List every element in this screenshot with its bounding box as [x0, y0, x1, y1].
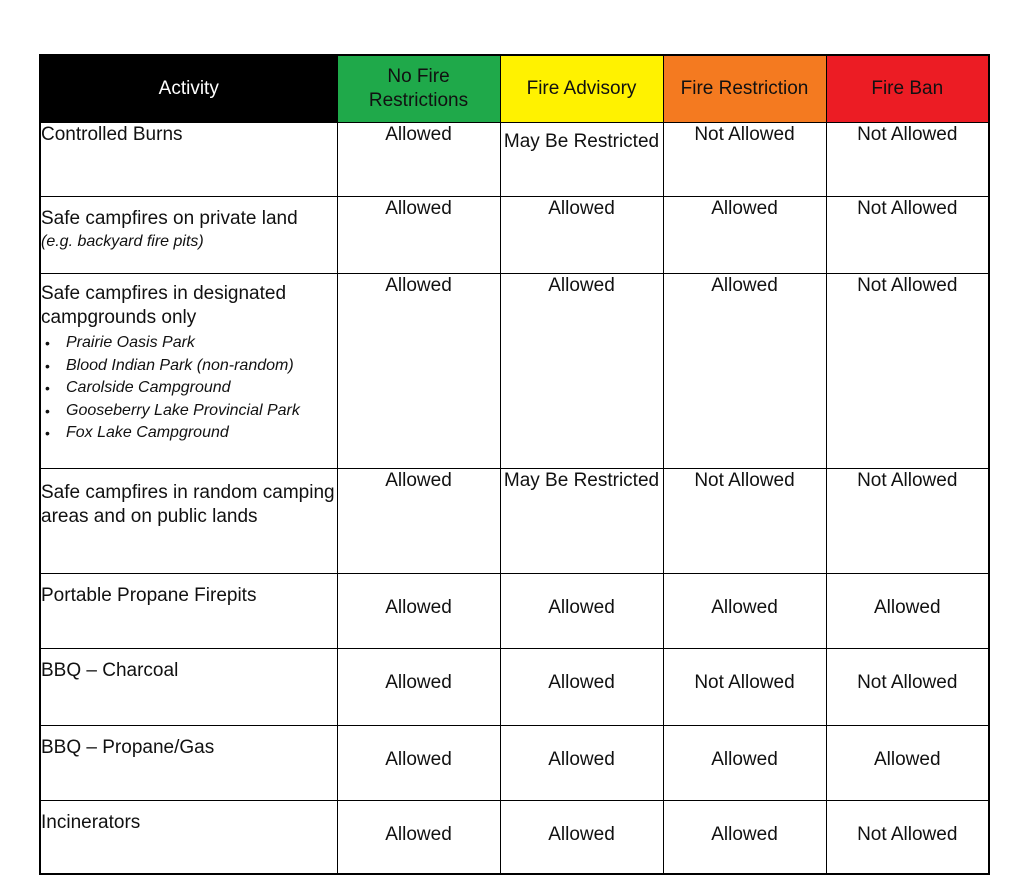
park-list [41, 332, 337, 445]
table-row [40, 197, 989, 274]
activity-note: (e.g. backyard fire pits) [41, 233, 204, 250]
status-cell: Allowed [337, 574, 500, 649]
status-cell: May Be Restricted [500, 123, 663, 197]
status-cell: Not Allowed [826, 274, 989, 469]
status-cell: Allowed [337, 197, 500, 274]
activity-label: Safe campfires on private land [41, 208, 298, 229]
header-activity: Activity [40, 55, 337, 123]
list-item [45, 400, 337, 423]
status-cell: Allowed [337, 726, 500, 801]
status-cell: Not Allowed [826, 469, 989, 574]
bullet-icon: • [45, 380, 50, 396]
activity-label: Controlled Burns [41, 124, 183, 145]
activity-label: Safe campfires in random camping areas and on public lands [41, 482, 335, 527]
status-cell: Allowed [500, 649, 663, 726]
status-cell: Allowed [663, 197, 826, 274]
status-cell: May Be Restricted [500, 469, 663, 574]
status-cell: Not Allowed [826, 649, 989, 726]
status-cell: Allowed [500, 801, 663, 875]
header-fire-ban: Fire Ban [826, 55, 989, 123]
status-cell: Not Allowed [663, 469, 826, 574]
park-name: Carolside Campground [66, 379, 231, 396]
list-item [45, 355, 337, 378]
table-row [40, 123, 989, 197]
activity-cell [40, 726, 337, 801]
activity-label: BBQ – Propane/Gas [41, 737, 215, 758]
activity-cell [40, 469, 337, 574]
park-name: Gooseberry Lake Provincial Park [66, 401, 300, 419]
status-cell: Not Allowed [826, 801, 989, 875]
status-cell: Allowed [500, 197, 663, 274]
park-name: Fox Lake Campground [66, 424, 229, 441]
status-cell: Allowed [500, 274, 663, 469]
table-row [40, 274, 989, 469]
bullet-icon: • [45, 357, 50, 374]
activity-label: Incinerators [41, 812, 141, 833]
activity-label: Portable Propane Firepits [41, 585, 257, 606]
status-cell: Allowed [337, 123, 500, 197]
status-cell: Allowed [663, 574, 826, 649]
status-cell: Allowed [663, 274, 826, 469]
table-row [40, 574, 989, 649]
header-fire-restriction: Fire Restriction [663, 55, 826, 123]
status-cell: Not Allowed [663, 123, 826, 197]
bullet-icon: • [45, 335, 50, 351]
status-cell: Not Allowed [826, 123, 989, 197]
status-cell: Allowed [663, 801, 826, 875]
table-row [40, 726, 989, 801]
status-cell: Allowed [337, 274, 500, 469]
bullet-icon: • [45, 425, 50, 441]
table-row [40, 801, 989, 875]
activity-label: BBQ – Charcoal [41, 660, 179, 681]
list-item [45, 332, 337, 355]
activity-cell [40, 274, 337, 469]
park-name: Prairie Oasis Park [66, 334, 195, 351]
header-row [40, 55, 989, 123]
status-cell: Not Allowed [663, 649, 826, 726]
status-cell: Allowed [663, 726, 826, 801]
activity-cell [40, 574, 337, 649]
status-cell: Allowed [826, 574, 989, 649]
activity-cell [40, 197, 337, 274]
status-cell: Allowed [500, 574, 663, 649]
status-cell: Allowed [500, 726, 663, 801]
activity-cell [40, 123, 337, 197]
activity-label: Safe campfires in designated campgrounds only [41, 283, 287, 328]
bullet-icon: • [45, 402, 50, 419]
status-cell: Allowed [337, 649, 500, 726]
status-cell: Allowed [337, 801, 500, 875]
park-name: Blood Indian Park (non-random) [66, 356, 294, 374]
status-cell: Allowed [826, 726, 989, 801]
header-no-fire-restrictions: No Fire Restrictions [337, 55, 500, 123]
fire-restrictions-table [39, 54, 990, 875]
table-row [40, 649, 989, 726]
activity-cell [40, 801, 337, 875]
table-row [40, 469, 989, 574]
list-item [45, 422, 337, 445]
activity-cell [40, 649, 337, 726]
status-cell: Not Allowed [826, 197, 989, 274]
header-fire-advisory: Fire Advisory [500, 55, 663, 123]
list-item [45, 377, 337, 400]
status-cell: Allowed [337, 469, 500, 574]
